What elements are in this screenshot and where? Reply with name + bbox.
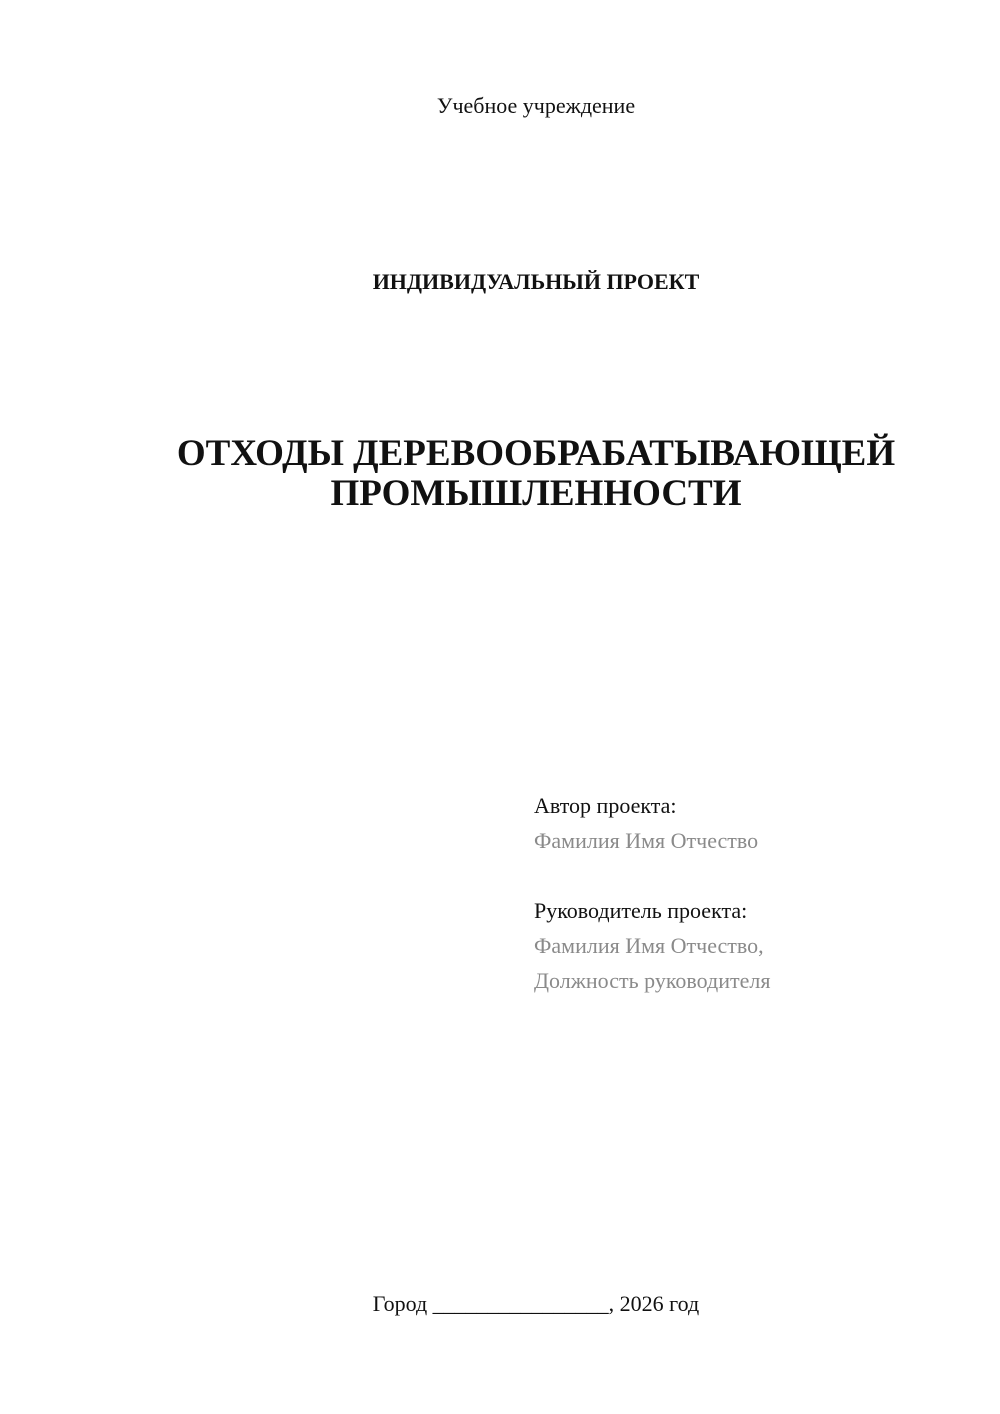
institution-name: Учебное учреждение xyxy=(436,93,636,118)
supervisor-position: Должность руководителя xyxy=(534,968,771,993)
authors-spacer xyxy=(534,858,974,893)
project-title-line-2: ПРОМЫШЛЕННОСТИ xyxy=(330,473,742,514)
authors-block xyxy=(534,788,974,998)
supervisor-label: Руководитель проекта: xyxy=(534,898,748,923)
city-year-footer: Город ________________, 2026 год xyxy=(372,1291,700,1316)
project-title-line-1: ОТХОДЫ ДЕРЕВООБРАБАТЫВАЮЩЕЙ xyxy=(176,433,896,474)
project-title xyxy=(120,434,952,514)
author-label: Автор проекта: xyxy=(534,793,677,818)
author-name: Фамилия Имя Отчество xyxy=(534,828,759,853)
supervisor-name: Фамилия Имя Отчество, xyxy=(534,933,764,958)
project-type-heading: ИНДИВИДУАЛЬНЫЙ ПРОЕКТ xyxy=(372,269,700,294)
